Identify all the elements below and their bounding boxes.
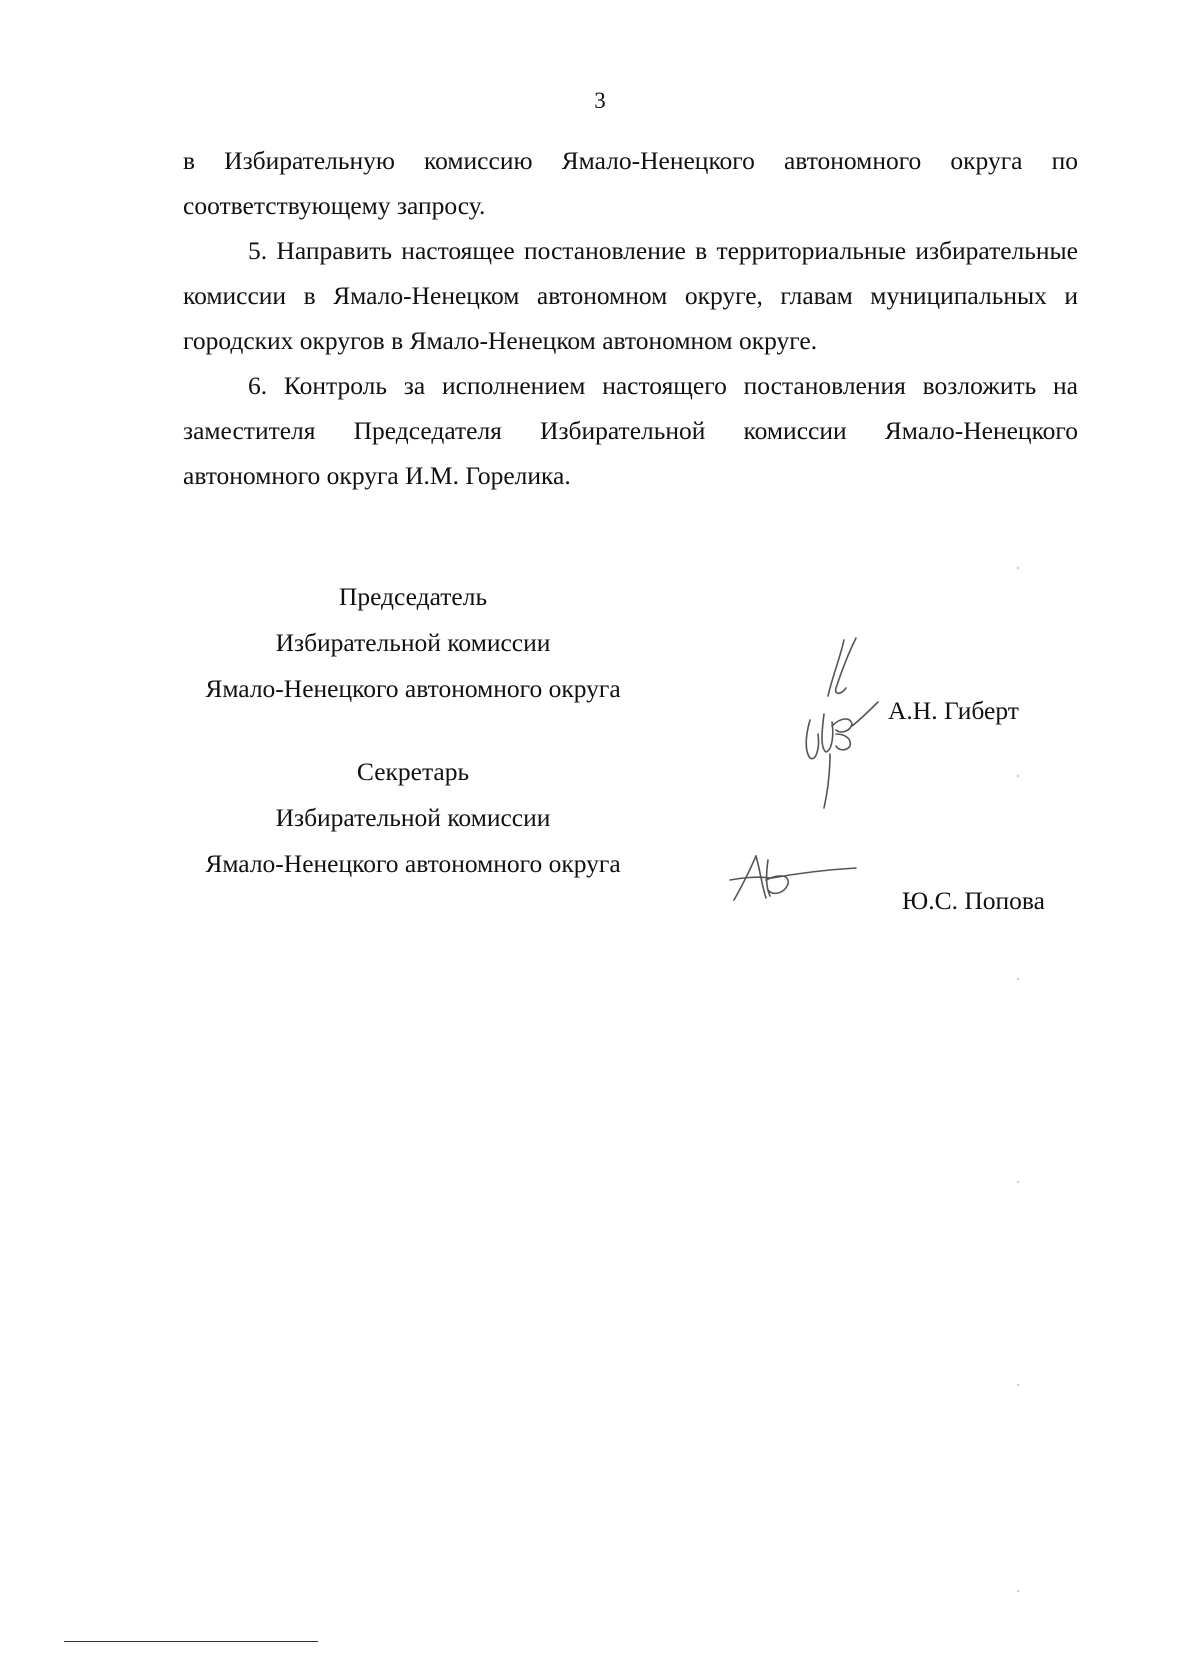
scan-speck	[1017, 978, 1019, 980]
footer-rule	[64, 1641, 318, 1642]
secretary-name: Ю.С. Попова	[902, 886, 1045, 915]
scan-speck	[1017, 1590, 1019, 1592]
scan-speck	[1017, 775, 1019, 777]
chairman-title-line: Председатель	[338, 582, 488, 611]
secretary-title-block	[183, 749, 643, 887]
secretary-title-line: Ямало-Ненецкого автономного округа	[205, 849, 621, 878]
secretary-title-line: Секретарь	[356, 757, 470, 786]
scan-speck	[1017, 1181, 1019, 1183]
secretary-title-line: Избирательной комиссии	[275, 803, 551, 832]
chairman-name: А.Н. Гиберт	[888, 696, 1019, 725]
paragraph-continuation: в Избирательную комиссию Ямало-Ненецкого автономного округа по соответствующему запросу.	[183, 146, 1078, 220]
chairman-handwritten-signature	[770, 630, 880, 810]
paragraph-item-6: 6. Контроль за исполнением настоящего постановления возложить на заместителя Председателя Избирательной комиссии Ямало-Ненецкого автономного округа И.М. Горелика.	[183, 371, 1078, 490]
page-number: 3	[594, 88, 606, 113]
paragraph-item-5: 5. Направить настоящее постановление в территориальные избирательные комиссии в Ямало-Ненецком автономном округе, главам муниципальных и городских округов в Ямало-Ненецком автономном округе.	[183, 236, 1078, 355]
chairman-title-line: Избирательной комиссии	[275, 628, 551, 657]
document-body	[183, 138, 1078, 498]
scan-speck	[1017, 567, 1019, 569]
chairman-title-block	[183, 574, 643, 712]
secretary-handwritten-signature	[726, 850, 862, 910]
scan-speck	[1017, 1384, 1019, 1386]
chairman-title-line: Ямало-Ненецкого автономного округа	[205, 674, 621, 703]
